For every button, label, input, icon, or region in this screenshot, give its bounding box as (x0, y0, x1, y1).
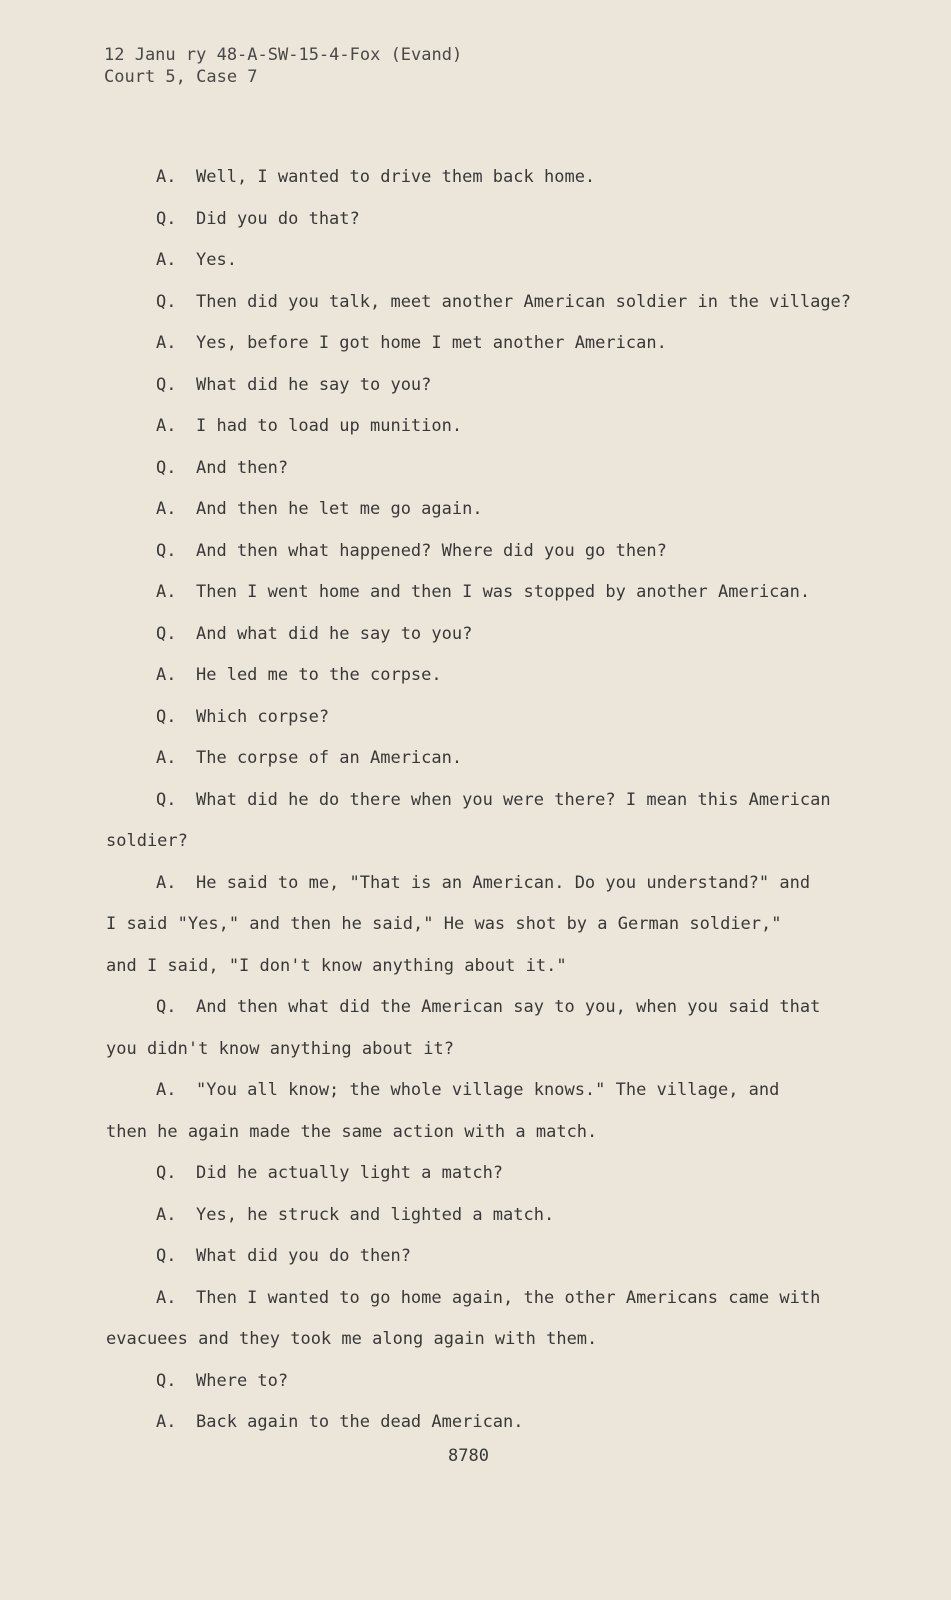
entry-text: Did you do that? (196, 208, 360, 229)
transcript-entry (106, 457, 846, 499)
entry-text: He said to me, "That is an American. Do you understand?" and (196, 872, 811, 893)
speaker-label: Q. (156, 1163, 177, 1183)
speaker-label: A. (156, 748, 177, 768)
transcript-entry (106, 623, 846, 665)
entry-text: He led me to the corpse. (196, 665, 442, 685)
transcript-entry (106, 291, 852, 333)
entry-line: evacuees and they took me along again with them. (106, 1329, 598, 1349)
transcript-entry (106, 166, 846, 208)
entry-text: I had to load up munition. (196, 416, 463, 436)
entry-text: What did you do then? (196, 1246, 411, 1266)
speaker-label: Q. (156, 374, 177, 395)
entry-line (106, 1287, 846, 1309)
speaker-label: Q. (156, 623, 177, 644)
entry-line (106, 872, 846, 894)
document-header (104, 44, 462, 88)
entry-line: soldier? (106, 831, 188, 851)
entry-text: What did he do there when you were there? I mean this American (196, 789, 831, 810)
transcript-entry (106, 706, 846, 748)
transcript-entry (106, 872, 846, 977)
transcript-entry (106, 1079, 846, 1143)
entry-line (106, 996, 846, 1018)
entry-line (106, 1079, 846, 1101)
speaker-label: Q. (156, 706, 177, 727)
transcript-entry (106, 1162, 846, 1204)
transcript-entry (106, 540, 846, 582)
entry-text: What did he say to you? (196, 374, 432, 395)
transcript-entry (106, 498, 846, 540)
speaker-label: Q. (156, 208, 177, 229)
entry-text: The corpse of an American. (196, 748, 463, 768)
header-court-case: Court 5, Case 7 (104, 67, 258, 87)
entry-text: Well, I wanted to drive them back home. (196, 167, 596, 187)
speaker-label: Q. (156, 1370, 177, 1391)
speaker-label: Q. (156, 457, 177, 478)
entry-text: Then did you talk, meet another American soldier in the village? (196, 291, 852, 312)
entry-text: Did he actually light a match? (196, 1163, 504, 1183)
entry-line: then he again made the same action with a match. (106, 1121, 598, 1142)
entry-text: Then I wanted to go home again, the other Americans came with (196, 1287, 821, 1308)
transcript-entry (106, 374, 846, 416)
speaker-label: Q. (156, 789, 177, 810)
transcript-entry (106, 1370, 846, 1412)
transcript-entry (106, 1287, 846, 1351)
entry-text: Then I went home and then I was stopped by another American. (196, 582, 811, 602)
entry-line (106, 789, 846, 811)
entry-text: Which corpse? (196, 706, 330, 727)
transcript-body (106, 166, 852, 1453)
transcript-entry (106, 996, 846, 1060)
speaker-label: A. (156, 1080, 177, 1100)
entry-text: And then what did the American say to you, when you said that (196, 997, 821, 1017)
speaker-label: A. (156, 1412, 177, 1432)
transcript-entry (106, 1204, 846, 1246)
transcript-entry (106, 415, 846, 457)
transcript-entry (106, 789, 846, 853)
entry-text: And then? (196, 457, 289, 478)
speaker-label: A. (156, 416, 177, 436)
speaker-label: A. (156, 1287, 177, 1308)
speaker-label: A. (156, 167, 177, 187)
entry-text: Yes, he struck and lighted a match. (196, 1204, 555, 1225)
page-number: 8780 (448, 1446, 489, 1466)
entry-text: And then what happened? Where did you go then? (196, 540, 667, 561)
entry-text: Back again to the dead American. (196, 1412, 524, 1432)
speaker-label: A. (156, 333, 177, 353)
speaker-label: A. (156, 872, 177, 893)
entry-line: and I said, "I don't know anything about it." (106, 955, 567, 976)
speaker-label: A. (156, 1204, 177, 1225)
entry-text: And what did he say to you? (196, 623, 473, 644)
speaker-label: Q. (156, 1246, 177, 1266)
entry-line: I said "Yes," and then he said," He was shot by a German soldier," (106, 914, 782, 934)
transcript-entry (106, 747, 846, 789)
transcript-entry (106, 249, 846, 291)
speaker-label: Q. (156, 997, 177, 1017)
speaker-label: A. (156, 582, 177, 602)
transcript-entry (106, 332, 846, 374)
speaker-label: A. (156, 250, 177, 270)
entry-text: Yes. (196, 250, 237, 270)
entry-line: you didn't know anything about it? (106, 1038, 454, 1059)
transcript-entry (106, 664, 846, 706)
transcript-entry (106, 581, 846, 623)
transcript-entry (106, 208, 846, 250)
entry-text: And then he let me go again. (196, 499, 483, 519)
transcript-entry (106, 1245, 846, 1287)
speaker-label: Q. (156, 291, 177, 312)
entry-text: "You all know; the whole village knows." The village, and (196, 1080, 780, 1100)
speaker-label: A. (156, 499, 177, 519)
entry-text: Yes, before I got home I met another American. (196, 333, 667, 353)
speaker-label: A. (156, 665, 177, 685)
header-date-reference: 12 Janu ry 48-A-SW-15-4-Fox (Evand) (104, 45, 463, 65)
entry-text: Where to? (196, 1370, 289, 1391)
speaker-label: Q. (156, 540, 177, 561)
